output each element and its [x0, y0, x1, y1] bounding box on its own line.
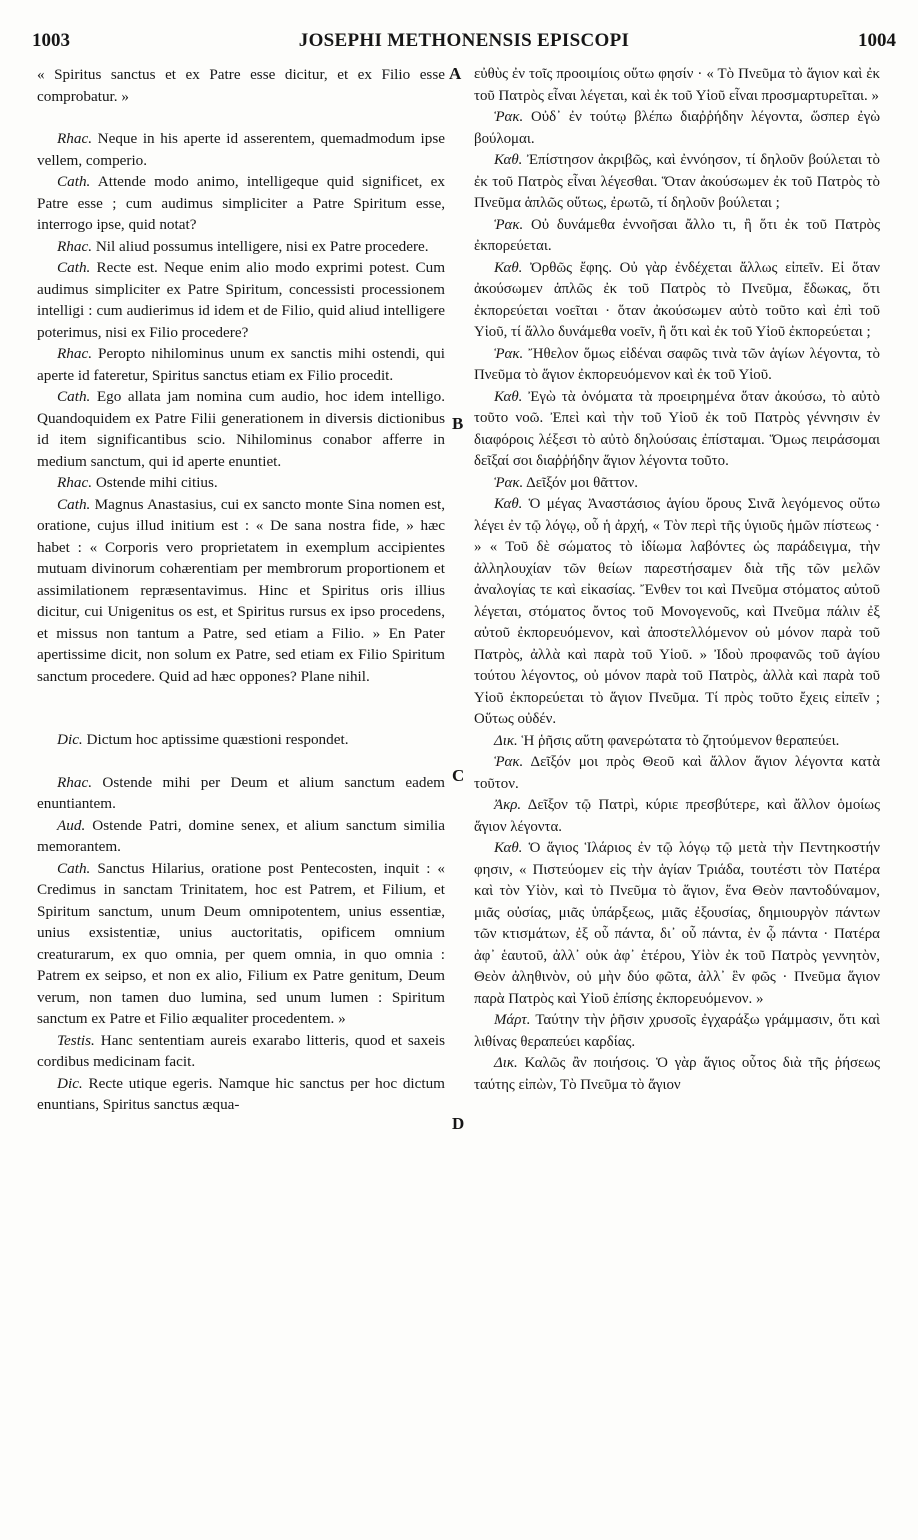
speaker-label: Rhac.	[57, 345, 93, 362]
dialogue-paragraph	[474, 494, 880, 731]
paragraph-text: Ego allata jam nomina cum audio, hoc idem intelligo. Quandoquidem ex Patre Filii generationem in diversis dictionibus id item significantibus scio. Nihilominus conabor afferre in medium sanctum, qui id aperte enuntiet.	[37, 388, 446, 470]
dialogue-paragraph	[37, 64, 445, 107]
speaker-label: Καθ.	[494, 388, 523, 405]
dialogue-paragraph	[474, 731, 880, 753]
speaker-label: Καθ.	[494, 259, 523, 276]
speaker-label: Μάρτ.	[494, 1012, 531, 1028]
speaker-label: Dic.	[57, 731, 83, 748]
paragraph-text: Recte utique egeris. Namque hic sanctus per hoc dictum enuntians, Spiritus sanctus æqua-	[37, 1074, 445, 1113]
paragraph-text: Recte est. Neque enim alio modo exprimi potest. Cum audimus simpliciter ex Patre Spiritum, concessisti processionem intelligi : cum audierimus id idem et de Filio, quid aliud intelligere poterimus, nisi ex Filio procedere?	[37, 259, 446, 341]
paragraph-text: Sanctus Hilarius, oratione post Pentecosten, inquit : « Credimus in sanctam Trinitatem, hoc est Patrem, et Filium, et Spiritum sanctum, unum Deum omnipotentem, unius essentiæ, unius exsistentiæ, unius auctoritatis, opificem omnium creaturarum, ex quo omnia, per quem omnia, in quo omnia : Patrem ex seipso, et non ex alio, Filium ex Patre genitum, Deum verum, non tamen duo lumina, sed unum lumen : Spiritum sanctum ex Patre et Filio æqualiter procedentem. »	[37, 859, 446, 1027]
greek-column	[474, 64, 880, 1096]
dialogue-paragraph	[37, 386, 445, 472]
speaker-label: Cath.	[57, 173, 91, 190]
paragraph-text: Ὁ μέγας Ἀναστάσιος ἁγίου ὄρους Σινᾶ λεγόμενος οὕτω λέγει ἐν τῷ λόγῳ, οὗ ἡ ἀρχή, « Τὸν περὶ τῆς ὑγιοῦς ἡμῶν πίστεως · » « Τοῦ δὲ σώματος τὸ ἰδίωμα λαβόντες ὡς παράδειγμα, τὴν ἀλληλουχίαν τῶν θείων παρεστήσαμεν διὰ τῆς τῶν μελῶν ἀναλογίας τε καὶ εἰκασίας. Ἔνθεν τοι καὶ Πνεῦμα στόματος αὐτοῦ λέγεται, στόματος ὄντος τοῦ Μονογενοῦς, καὶ Πνεῦμα πάλιν ἐξ αὐτοῦ ἐκπορευόμενον, καὶ ἀποστελλόμενον οὐ μόνον παρὰ τοῦ Πατρὸς, ἀλλὰ καὶ παρὰ τοῦ Υἱοῦ. » Ἰδοὺ προφανῶς τοῦ ἁγίου τούτου λέγοντος, οὐ μόνον παρὰ τοῦ Πατρὸς, ἀλλὰ καὶ παρὰ τοῦ Υἱοῦ ἐκπορεύεται τὸ ἅγιον Πνεῦμα. Τί πρὸς τοῦτο ἔχεις εἰπεῖν ; Οὕτως οὐδέν.	[474, 496, 880, 727]
dialogue-paragraph	[474, 387, 880, 473]
paragraph-text: Ostende mihi per Deum et alium sanctum eadem enuntiantem.	[37, 773, 445, 812]
speaker-label: Cath.	[57, 388, 91, 405]
dialogue-paragraph	[37, 1030, 445, 1073]
paragraph-text: Δεῖξόν μοι θᾶττον.	[526, 474, 638, 491]
running-header	[32, 30, 896, 58]
paragraph-text: Ταύτην τὴν ῥῆσιν χρυσοῖς ἐγχαράξω γράμμασιν, ὅτι καὶ λιθίνας θεραπεύει καρδίας.	[474, 1012, 880, 1050]
page-number-right: 1004	[858, 30, 896, 51]
speaker-label: Δικ.	[494, 1055, 518, 1071]
dialogue-paragraph	[37, 858, 445, 1030]
paragraph-text: Δεῖξον τῷ Πατρὶ, κύριε πρεσβύτερε, καὶ ἄλλον ὁμοίως ἅγιον λέγοντα.	[474, 797, 880, 835]
paragraph-text: Δεῖξόν μοι πρὸς Θεοῦ καὶ ἄλλον ἅγιον λέγοντα κατὰ τοῦτον.	[474, 754, 880, 792]
dialogue-paragraph	[37, 772, 445, 815]
dialogue-paragraph	[37, 171, 445, 236]
paragraph-text: Ἤθελον ὅμως εἰδέναι σαφῶς τινὰ τῶν ἁγίων λέγοντα, τὸ Πνεῦμα τὸ ἅγιον ἐκπορευόμενον καὶ ἐκ τοῦ Υἱοῦ.	[474, 345, 880, 383]
speaker-label: Ῥακ.	[494, 216, 524, 233]
paragraph-spacer	[37, 687, 445, 729]
dialogue-paragraph	[474, 258, 880, 344]
dialogue-paragraph	[474, 473, 880, 495]
dialogue-paragraph	[37, 236, 445, 258]
margin-letter-a: A	[449, 64, 462, 83]
paragraph-spacer	[37, 751, 445, 772]
paragraph-text: Οὐ δυνάμεθα ἐννοῆσαι ἄλλο τι, ἢ ὅτι ἐκ τοῦ Πατρὸς ἐκπορεύεται.	[474, 216, 880, 254]
page-number-left: 1003	[32, 30, 70, 51]
latin-column	[37, 64, 445, 1116]
dialogue-paragraph	[474, 838, 880, 1010]
dialogue-paragraph	[474, 344, 880, 387]
speaker-label: Ῥακ.	[494, 345, 524, 362]
paragraph-text: εὐθὺς ἐν τοῖς προοιμίοις οὕτω φησίν · « Τὸ Πνεῦμα τὸ ἅγιον καὶ ἐκ τοῦ Πατρὸς εἶναι λέγεται, καὶ ἐκ τοῦ Υἱοῦ εἶναι προσμαρτυρεῖται. »	[474, 66, 880, 104]
paragraph-text: Magnus Anastasius, cui ex sancto monte Sina nomen est, oratione, cujus illud initium est : « De sana nostra fide, » hæc habet : « Corporis vero proprietatem in exemplum accipientes mutuam divinorum cohærentiam per membrorum proportionem et assimilationem repræsentavimus. Hinc et Spiritus oris illius dicitur, cui Unigenitus os est, et Spiritus rursus ex ipso procedens, et missus non tantum a Patre, sed etiam a Filio. » En Pater apertissime dicit, non solum ex Patre, sed etiam ex Filio Spiritum sanctum procedere. Quid ad hæc oppones? Plane nihil.	[37, 495, 446, 685]
dialogue-paragraph	[37, 729, 445, 751]
paragraph-text: Ἡ ῥῆσις αὕτη φανερώτατα τὸ ζητούμενον θεραπεύει.	[521, 732, 840, 749]
paragraph-text: Ostende mihi citius.	[95, 474, 218, 491]
paragraph-text: Ostende Patri, domine senex, et alium sanctum similia memorantem.	[37, 816, 446, 855]
speaker-label: Rhac.	[57, 773, 93, 791]
paragraph-text: Καλῶς ἂν ποιήσοις. Ὁ γὰρ ἅγιος οὗτος διὰ τῆς ῥήσεως ταύτης εἰπὼν, Τὸ Πνεῦμα τὸ ἅγιον	[474, 1055, 880, 1093]
dialogue-paragraph	[474, 64, 880, 107]
speaker-label: Ῥακ.	[494, 754, 524, 770]
dialogue-paragraph	[37, 494, 445, 688]
dialogue-paragraph	[474, 752, 880, 795]
dialogue-paragraph	[37, 257, 445, 343]
dialogue-paragraph	[474, 1053, 880, 1096]
speaker-label: Cath.	[57, 859, 91, 877]
paragraph-text: « Spiritus sanctus et ex Patre esse dicitur, et ex Filio esse comprobatur. »	[37, 66, 445, 105]
paragraph-text: Ὁ ἅγιος Ἱλάριος ἐν τῷ λόγῳ τῷ μετὰ τὴν Πεντηκοστήν φησιν, « Πιστεύομεν εἰς τὴν ἁγίαν Τριάδα, τουτέστι τὸν Πατέρα καὶ τὸν Υἱὸν, καὶ τὸ Πνεῦμα τὸ ἅγιον, ἕνα Θεὸν παντοδύναμον, μιᾶς οὐσίας, μιᾶς ὑπάρξεως, μιᾶς ἐξουσίας, δημιουργὸν πάντων τῶν κτισμάτων, ἐξ οὗ πάντα, δι᾽ οὗ πάντα, ἐν ᾧ πάντα · Πατέρα ἀφ᾽ ἑαυτοῦ, ἀλλ᾽ οὐκ ἀφ᾽ ἑτέρου, Υἱὸν ἐκ τοῦ Πατρὸς γεννητὸν, Θεὸν ἀληθινὸν, οὐ μὴν δύο φῶτα, ἀλλ᾽ ἓν φῶς · Πνεῦμα ἅγιον παρὰ Πατρὸς καὶ Υἱοῦ ἐπίσης ἐκπορευόμενον. »	[474, 840, 880, 1007]
speaker-label: Καθ.	[494, 840, 523, 856]
paragraph-text: Ὀρθῶς ἔφης. Οὐ γὰρ ἐνδέχεται ἄλλως εἰπεῖν. Εἰ ὅταν ἀκούσωμεν ἁπλῶς ἐκ τοῦ Πατρὸς τὸ Πνεῦμα, ἔδωκας, ὅτι ἐκπορεύεται νοεῖται · ὅταν ἀκούσωμεν αὐτὸ τοῦτο καὶ ἐπὶ τοῦ Υἱοῦ, τί ἄλλο δυνάμεθα νοεῖν, ἢ ὅτι καὶ ἐκ τοῦ Υἱοῦ ἐκπορεύεται ;	[474, 259, 880, 340]
paragraph-text: Οὐδ᾽ ἐν τούτῳ βλέπω διαῤῥήδην λέγοντα, ὥσπερ ἐγὼ βούλομαι.	[474, 109, 880, 147]
paragraph-text: Neque in his aperte id asserentem, quemadmodum ipse vellem, comperio.	[37, 130, 446, 169]
running-title: JOSEPHI METHONENSIS EPISCOPI	[298, 30, 630, 51]
dialogue-paragraph	[474, 1010, 880, 1053]
speaker-label: Cath.	[57, 259, 91, 276]
speaker-label: Ῥακ.	[494, 109, 524, 125]
dialogue-paragraph	[474, 150, 880, 215]
speaker-label: Καθ.	[494, 152, 523, 168]
margin-letter-b: B	[452, 414, 464, 433]
speaker-label: Testis.	[57, 1031, 95, 1049]
speaker-label: Ἀκρ.	[494, 797, 522, 813]
speaker-label: Cath.	[57, 495, 91, 513]
speaker-label: Dic.	[57, 1074, 83, 1092]
dialogue-paragraph	[37, 1073, 445, 1116]
dialogue-paragraph	[37, 472, 445, 494]
paragraph-text: Peropto nihilominus unum ex sanctis mihi ostendi, qui aperte id fateretur, Spiritus sanctus etiam ex Filio procedit.	[37, 345, 445, 384]
paragraph-spacer	[37, 107, 445, 128]
paragraph-text: Nil aliud possumus intelligere, nisi ex Patre procedere.	[95, 237, 429, 255]
speaker-label: Καθ.	[494, 496, 523, 512]
dialogue-paragraph	[37, 815, 445, 858]
speaker-label: Rhac.	[57, 474, 93, 491]
margin-letter-d: D	[452, 1114, 465, 1133]
paragraph-text: Ἐπίστησον ἀκριβῶς, καὶ ἐννόησον, τί δηλοῦν βούλεται τὸ ἐκ τοῦ Πατρὸς εἶναι λέγεσθαι. Ὅταν ἀκούσωμεν ἐκ τοῦ Πατρὸς τὸ Πνεῦμα ἁπλῶς οὕτως, ἐρωτῶ, τί δηλοῦν βούλεται ;	[474, 152, 880, 211]
paragraph-text: Hanc sententiam aureis exarabo litteris, quod et saxeis cordibus medicinam facit.	[37, 1031, 446, 1070]
dialogue-paragraph	[474, 107, 880, 150]
paragraph-text: Ἐγὼ τὰ ὀνόματα τὰ προειρημένα ὅταν ἀκούσω, τὸ αὐτὸ τοῦτο νοῶ. Ἐπεὶ καὶ τὴν τοῦ Υἱοῦ ἐκ τοῦ Πατρὸς γέννησιν ἐν διαφόροις λέξεσι τὸ αὐτὸ δηλούσαις ἐπίσταμαι. Ὅμως πειράσομαι δεῖξαί σοι διαῤῥήδην ἅγιον λέγοντα τοῦτο.	[474, 388, 880, 469]
margin-letter-c: C	[452, 766, 465, 785]
paragraph-text: Attende modo animo, intelligeque quid significet, ex Patre esse ; cum audimus simpliciter a Patre Spiritum esse, interrogo ipse, quid notat?	[37, 173, 445, 233]
dialogue-paragraph	[37, 128, 445, 171]
speaker-label: Δικ.	[494, 732, 518, 749]
speaker-label: Aud.	[57, 816, 86, 834]
dialogue-paragraph	[474, 215, 880, 258]
speaker-label: Rhac.	[57, 237, 93, 255]
paragraph-text: Dictum hoc aptissime quæstioni respondet.	[86, 731, 349, 748]
speaker-label: Rhac.	[57, 130, 93, 147]
dialogue-paragraph	[37, 343, 445, 386]
dialogue-paragraph	[474, 795, 880, 838]
speaker-label: Ῥακ.	[494, 474, 524, 491]
